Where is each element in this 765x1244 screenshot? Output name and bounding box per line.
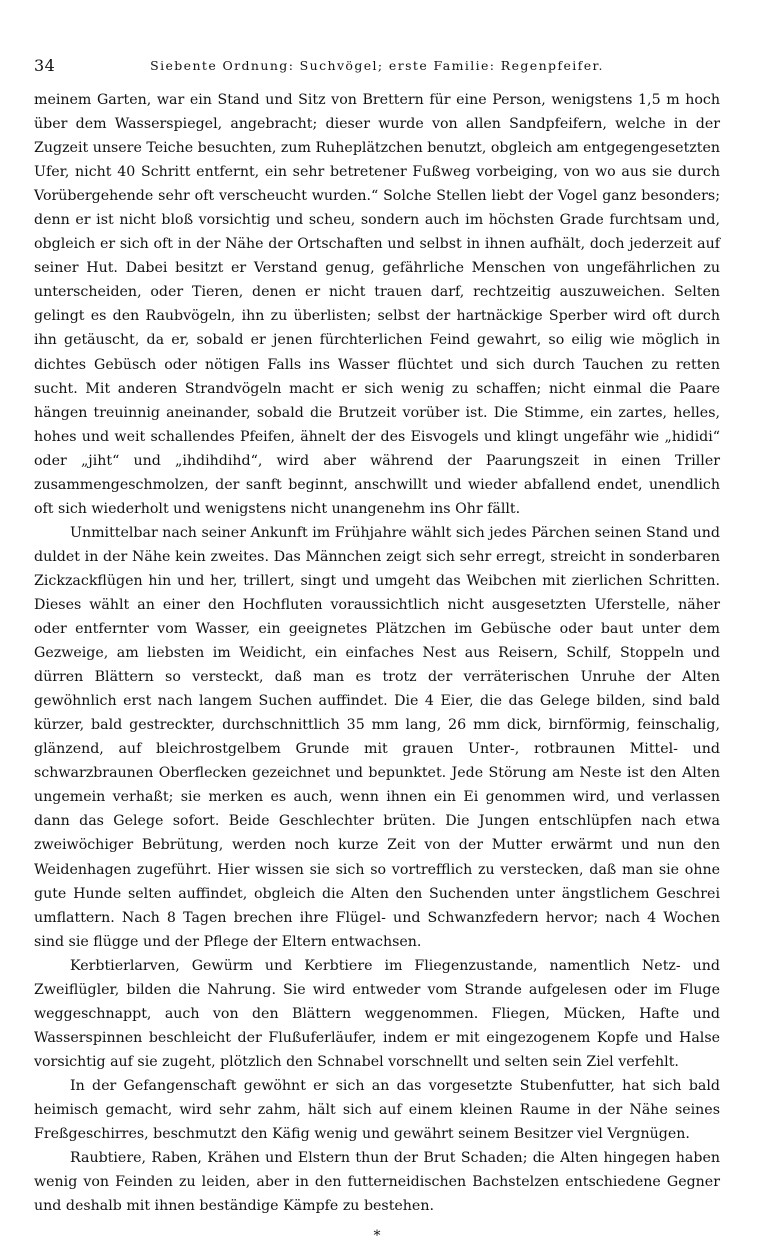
body-text xyxy=(34,88,720,1218)
paragraph: Kerbtierlarven, Gewürm und Kerbtiere im Fliegenzustande, namentlich Netz- und Zweiflügler, bilden die Nahrung. Sie wird entweder vom Strande aufgelesen oder im Fluge weggeschnappt, auch von den Blättern weggenommen. Fliegen, Mücken, Hafte und Wasserspinnen beschleicht der Flußuferläufer, indem er mit eingezogenem Kopfe und Halse vorsichtig auf sie zugeht, plötzlich den Schnabel vorschnellt und selten sein Ziel verfehlt. xyxy=(34,957,720,1070)
paragraph: Raubtiere, Raben, Krähen und Elstern thun der Brut Schaden; die Alten hingegen haben wenig von Feinden zu leiden, aber in den futterneidischen Bachstelzen entschiedene Gegner und deshalb mit ihnen beständige Kämpfe zu bestehen. xyxy=(34,1150,720,1215)
paragraph: In der Gefangenschaft gewöhnt er sich an das vorgesetzte Stubenfutter, hat sich bald heimisch gemacht, wird sehr zahm, hält sich auf einem kleinen Raume in der Nähe seines Freßgeschirres, beschmutzt den Käfig wenig und gewährt seinem Besitzer viel Vergnügen. xyxy=(34,1077,720,1143)
end-mark: * xyxy=(373,1228,381,1244)
paragraph: meinem Garten, war ein Stand und Sitz von Brettern für eine Person, wenigstens 1,5 m hoch über dem Wasserspiegel, angebracht; dieser wurde von allen Sandpfeifern, welche in der Zugzeit unsere Teiche besuchten, zum Ruheplätzchen benutzt, obgleich am entgegengesetzten Ufer, nicht 40 Schritt entfernt, ein sehr betretener Fußweg vorbeiging, von wo aus sie durch Vorübergehende sehr oft verscheucht wurden.“ Solche Stellen liebt der Vogel ganz besonders; denn er ist nicht bloß vorsichtig und scheu, sondern auch im höchsten Grade furchtsam und, obgleich er sich oft in der Nähe der Ortschaften und selbst in ihnen aufhält, doch jederzeit auf seiner Hut. Dabei besitzt er Verstand genug, gefährliche Menschen von ungefährlichen zu unterscheiden, oder Tieren, denen er nicht trauen darf, rechtzeitig auszuweichen. Selten gelingt es den Raubvögeln, ihn zu überlisten; selbst der hartnäckige Sperber wird oft durch ihn getäuscht, da er, sobald er jenen fürchterlichen Feind gewahrt, so eilig wie möglich in dichtes Gebüsch oder nötigen Falls ins Wasser flüchtet und sich durch Tauchen zu retten sucht. Mit anderen Strandvögeln macht er sich wenig zu schaffen; nicht einmal die Paare hängen treuinnig aneinander, sobald die Brutzeit vorüber ist. Die Stimme, ein zartes, helles, hohes und weit schallendes Pfeifen, ähnelt der des Eisvogels und klingt ungefähr wie „hididi“ oder „jiht“ und „ihdihdihd“, wird aber während der Paarungszeit in einen Triller zusammengeschmolzen, der sanft beginnt, anschwillt und wieder abfallend endet, unendlich oft sich wiederholt und wenigstens nicht unangenehm ins Ohr fällt. xyxy=(34,92,720,517)
paragraph: Unmittelbar nach seiner Ankunft im Frühjahre wählt sich jedes Pärchen seinen Stand und duldet in der Nähe kein zweites. Das Männchen zeigt sich sehr erregt, streicht in sonderbaren Zickzackflügen hin und her, trillert, singt und umgeht das Weibchen mit zierlichen Schritten. Dieses wählt an einer den Hochfluten voraussichtlich nicht ausgesetzten Uferstelle, näher oder entfernter vom Wasser, ein geeignetes Plätzchen im Gebüsche oder baut unter dem Gezweige, am liebsten im Weidicht, ein einfaches Nest aus Reisern, Schilf, Stoppeln und dürren Blättern so versteckt, daß man es trotz der verräterischen Unruhe der Alten gewöhnlich erst nach langem Suchen auffindet. Die 4 Eier, die das Gelege bilden, sind bald kürzer, bald gestreckter, durchschnittlich 35 mm lang, 26 mm dick, birnförmig, feinschalig, glänzend, auf bleichrostgelbem Grunde mit grauen Unter-, rotbraunen Mittel- und schwarzbraunen Oberflecken gezeichnet und bepunktet. Jede Störung am Neste ist den Alten ungemein verhaßt; sie merken es auch, wenn ihnen ein Ei genommen wird, und verlassen dann das Gelege sofort. Beide Geschlechter brüten. Die Jungen entschlüpfen nach etwa zweiwöchiger Bebrütung, werden noch kurze Zeit von der Mutter erwärmt und nun den Weidenhagen zugeführt. Hier wissen sie sich so vortrefflich zu verstecken, daß man sie ohne gute Hunde selten auffindet, obgleich die Alten den Suchenden unter ängstlichem Geschrei umflattern. Nach 8 Tagen brechen ihre Flügel- und Schwanzfedern hervor; nach 4 Wochen sind sie flügge und der Pflege der Eltern entwachsen. xyxy=(34,524,720,950)
page-header xyxy=(34,56,720,80)
page-number: 34 xyxy=(34,56,56,75)
running-title: Siebente Ordnung: Suchvögel; erste Familie: Regenpfeifer. xyxy=(150,58,604,73)
book-page xyxy=(34,56,720,1244)
